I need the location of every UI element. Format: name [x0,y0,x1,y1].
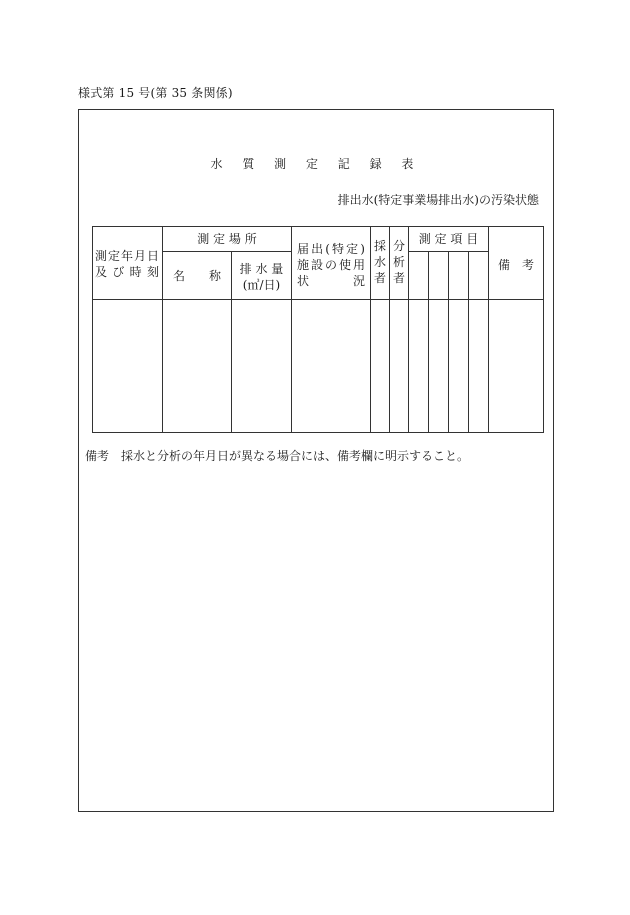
header-facility-line3: 状 況 [297,274,365,288]
remarks-note [85,447,469,464]
header-sampler-char: 水 [373,255,386,269]
header-analyst-char: 者 [392,271,405,285]
header-datetime-line1: 測定年月日 [95,249,159,263]
header-discharge-line2: (㎥/日) [242,278,281,292]
cell-sampler-entry[interactable] [371,300,389,432]
header-discharge-volume [232,261,291,293]
cell-item-entry[interactable] [449,300,468,432]
header-discharge-line1: 排 水 量 [239,262,284,276]
header-analyst [390,238,408,286]
form-number-label: 様式第 15 号(第 35 条関係) [78,86,233,100]
cell-discharge-entry[interactable] [232,300,291,432]
note-label: 備考 [85,449,110,463]
header-sampler-char: 者 [373,271,386,285]
header-analyst-char: 分 [392,239,405,253]
cell-facility-entry[interactable] [292,300,370,432]
form-frame [78,109,554,812]
header-analyst-char: 析 [392,255,405,269]
header-facility-line1: 届出(特定) [297,242,365,256]
header-measurement-items: 測 定 項 目 [418,232,479,246]
cell-item-entry[interactable] [469,300,488,432]
cell-analyst-entry[interactable] [390,300,408,432]
header-sampler [371,238,389,286]
note-text: 採水と分析の年月日が異なる場合には、備考欄に明示すること。 [121,449,470,463]
header-facility-usage [297,241,365,289]
cell-remarks-entry[interactable] [489,300,543,432]
cell-location-name-entry[interactable] [163,300,231,432]
header-measurement-location: 測 定 場 所 [197,232,257,246]
header-datetime-line2: 及 び 時 刻 [95,265,159,279]
document-subtitle: 排出水(特定事業場排出水)の汚染状態 [337,193,539,207]
cell-item-entry[interactable] [429,300,448,432]
document-title: 水 質 測 定 記 録 表 [210,157,422,171]
cell-datetime-entry[interactable] [93,300,162,432]
header-sampler-char: 採 [373,239,386,253]
header-measurement-datetime [95,248,159,280]
header-remarks: 備 考 [497,258,534,272]
header-facility-line2: 施設の使用 [297,258,365,272]
cell-item-entry[interactable] [409,300,428,432]
header-location-name: 名 称 [172,269,221,283]
